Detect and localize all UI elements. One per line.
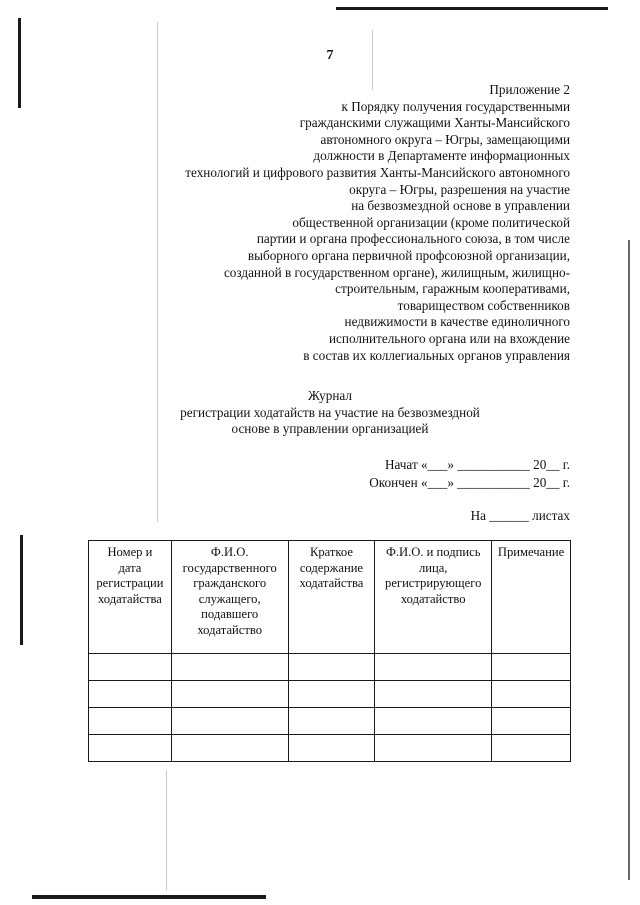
fold-line-left-lower	[166, 770, 167, 890]
table-body	[89, 654, 571, 762]
appendix-line: к Порядку получения государственными	[341, 98, 570, 114]
journal-title: Журнал	[308, 388, 352, 403]
table-cell	[288, 654, 375, 681]
header-cell-line: регистрирующего	[385, 576, 482, 590]
header-cell-line: Примечание	[497, 545, 565, 559]
appendix-header	[150, 82, 570, 364]
appendix-line: строительным, гаражным кооперативами,	[335, 281, 570, 297]
header-cell-line: содержание	[299, 560, 364, 575]
appendix-line: на безвозмездной основе в управлении	[351, 198, 570, 214]
table-cell	[171, 735, 288, 762]
header-cell-line: ходатайства	[97, 591, 162, 606]
table-cell	[492, 681, 571, 708]
table-cell	[375, 654, 492, 681]
appendix-line: созданной в государственном органе), жилищным, жилищно-	[223, 264, 570, 280]
table-cell	[171, 708, 288, 735]
header-cell-line: государственного	[182, 560, 277, 575]
table-cell	[375, 681, 492, 708]
table-cell	[492, 708, 571, 735]
header-cell-line: ходатайство	[197, 622, 263, 637]
appendix-line: Приложение 2	[489, 82, 570, 97]
scan-edge-mark-left-mid	[20, 535, 23, 645]
header-cell-line: Ф.И.О.	[210, 545, 249, 559]
appendix-line: партии и органа профессионального союза, в том числе	[256, 231, 570, 247]
journal-subtitle-line: регистрации ходатайств на участие на безвозмездной	[180, 404, 480, 420]
table-cell	[288, 708, 375, 735]
table-cell	[492, 735, 571, 762]
scan-edge-mark-right	[628, 240, 630, 880]
appendix-line: исполнительного органа или на вхождение	[329, 330, 570, 346]
appendix-line: товариществом собственников	[397, 297, 570, 313]
appendix-lines	[150, 82, 570, 364]
appendix-line: недвижимости в качестве единоличного	[344, 314, 570, 330]
header-cell-registration-number	[89, 541, 172, 654]
appendix-line: в состав их коллегиальных органов управления	[303, 347, 570, 363]
header-cell-line: ходатайство	[400, 591, 466, 606]
header-cell-line: регистрации	[96, 576, 164, 590]
appendix-line: гражданскими служащими Ханты-Мансийского	[299, 115, 570, 131]
table-cell	[492, 654, 571, 681]
header-cell-line: ходатайства	[299, 576, 364, 590]
header-cell-registrar	[375, 541, 492, 654]
journal-subtitle-line: основе в управлении организацией	[231, 421, 429, 437]
table-cell	[171, 654, 288, 681]
table-cell	[89, 708, 172, 735]
header-cell-line: дата	[118, 560, 142, 575]
date-ended: Окончен «___» ___________ 20__ г.	[369, 475, 570, 490]
scan-edge-mark-top	[336, 7, 608, 10]
appendix-line: общественной организации (кроме политической	[292, 214, 570, 230]
header-cell-note	[492, 541, 571, 654]
header-cell-line: подавшего	[201, 607, 259, 621]
sheets-count-line: На ______ листах	[470, 508, 570, 523]
header-cell-line: Краткое	[309, 545, 353, 559]
appendix-line: технологий и цифрового развития Ханты-Мансийского автономного	[185, 164, 570, 180]
table-cell	[171, 681, 288, 708]
table-cell	[375, 735, 492, 762]
table-row	[89, 735, 571, 762]
appendix-line: выборного органа первичной профсоюзной организации,	[247, 247, 570, 263]
header-cell-line: Ф.И.О. и подпись	[385, 545, 481, 559]
table-cell	[89, 681, 172, 708]
header-cell-summary	[288, 541, 375, 654]
table-cell	[89, 735, 172, 762]
header-cell-line: Номер и	[107, 545, 153, 559]
appendix-line: должности в Департаменте информационных	[313, 148, 570, 164]
date-started: Начат «___» ___________ 20__ г.	[384, 457, 570, 472]
page-number: 7	[326, 48, 334, 63]
table-row	[89, 681, 571, 708]
header-cell-line: гражданского	[193, 576, 267, 590]
appendix-line: автономного округа – Югры, замещающими	[320, 131, 570, 147]
table-row	[89, 708, 571, 735]
journal-title-block	[160, 388, 500, 438]
header-cell-applicant-name	[171, 541, 288, 654]
table-row	[89, 654, 571, 681]
header-cell-line: служащего,	[198, 591, 261, 606]
scan-edge-mark-bottom	[32, 895, 266, 899]
header-cell-line: лица,	[418, 560, 448, 575]
appendix-line: округа – Югры, разрешения на участие	[349, 181, 570, 197]
table-cell	[288, 735, 375, 762]
table-cell	[375, 708, 492, 735]
dates-block	[250, 456, 570, 492]
table-cell	[288, 681, 375, 708]
registration-table	[88, 540, 571, 762]
table-header-row	[89, 541, 571, 654]
table-cell	[89, 654, 172, 681]
